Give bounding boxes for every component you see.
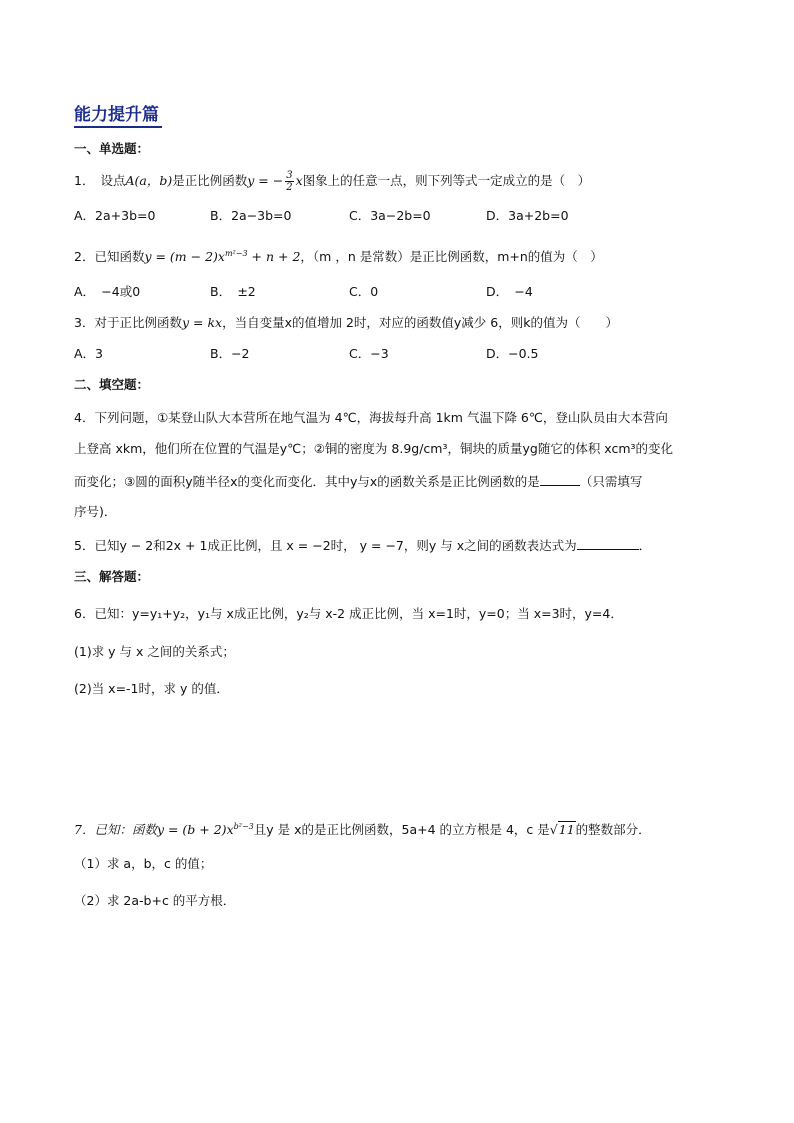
question-2 (74, 246, 603, 265)
q1-func-rhs: x (295, 173, 303, 188)
q7-mid: 且y 是 x的是正比例函数，5a+4 的立方根是 4，c 是 (253, 822, 550, 838)
q2-option-d: D． −4 (486, 284, 533, 299)
q4-answer-blank[interactable] (540, 473, 580, 486)
q3-option-c: C．−3 (349, 346, 389, 361)
q7-sqrt-value: 11 (558, 822, 575, 838)
question-6-line-1: 6．已知：y=y₁+y₂，y₁与 x成正比例，y₂与 x-2 成正比例，当 x=1时，y=0；当 x=3时，y=4． (74, 606, 623, 621)
q1-option-b: B．2a−3b=0 (210, 208, 292, 223)
question-6-part-1: (1)求 y 与 x 之间的关系式； (74, 644, 235, 659)
q1-point: A(a，b) (125, 173, 173, 188)
q3-func: y = kx (181, 315, 223, 330)
q4-line3-pre: 而变化；③圆的面积y随半径x的变化而变化．其中y与x的函数关系是正比例函数的是 (74, 474, 540, 489)
q2-func: y = (m − 2)x (144, 249, 225, 265)
q3-pre: 3．对于正比例函数 (74, 315, 182, 330)
q2-option-b: B． ±2 (210, 284, 256, 299)
q2-func-tail: + n + 2 (247, 249, 301, 265)
q2-pre: 2．已知函数 (74, 249, 145, 265)
q1-number: 1． (74, 173, 95, 188)
q5-post: ． (638, 538, 652, 553)
q4-line3-post: （只需填写 (579, 474, 643, 489)
q1-fraction (285, 170, 293, 193)
section-heading-single-choice: 一、单选题： (74, 141, 150, 156)
q1-option-d: D．3a+2b=0 (486, 208, 569, 223)
q1-frac-num: 3 (286, 170, 293, 181)
q1-frac-den: 2 (286, 182, 293, 193)
question-4-line-4: 序号)． (74, 504, 117, 519)
q1-option-a: A．2a+3b=0 (74, 208, 156, 223)
q3-option-b: B．−2 (210, 346, 250, 361)
q7-sqrt: √11 (549, 822, 575, 838)
q1-pre: 设点 (100, 173, 126, 188)
q1-func-lhs: y = − (247, 173, 284, 188)
question-1 (74, 170, 590, 193)
q3-post: ，当自变量x的值增加 2时，对应的函数值y减少 6，则k的值为（ ） (222, 315, 618, 330)
q3-option-a: A．3 (74, 346, 104, 361)
q1-mid: 是正比例函数 (172, 173, 248, 188)
question-6-part-2: (2)当 x=-1时，求 y 的值． (74, 681, 229, 696)
q2-post: ，（m ，n 是常数）是正比例函数，m+n的值为（ ） (300, 249, 603, 265)
question-7-part-2: （2）求 2a-b+c 的平方根． (74, 893, 236, 908)
title-underline (74, 126, 162, 128)
q5-pre: 5．已知y − 2和2x + 1成正比例，且 x = −2时， y = −7，则y 与 x之间的函数表达式为 (74, 538, 577, 553)
q7-post: 的整数部分． (575, 822, 651, 838)
question-7-line-1 (74, 819, 651, 838)
section-heading-solve: 三、解答题： (74, 569, 150, 584)
question-5 (74, 537, 651, 554)
q5-answer-blank[interactable] (577, 537, 639, 550)
question-3 (74, 315, 618, 331)
q1-option-c: C．3a−2b=0 (349, 208, 431, 223)
q3-option-d: D．−0.5 (486, 346, 539, 361)
q2-option-c: C．0 (349, 284, 379, 299)
question-7-part-1: （1）求 a，b，c 的值； (74, 856, 213, 871)
q1-post: 图象上的任意一点，则下列等式一定成立的是（ ） (302, 173, 591, 188)
q2-option-a: A． −4或0 (74, 284, 141, 299)
q7-pre: 7．已知：函数y = (b + 2)x (74, 822, 234, 838)
section-heading-fill-blank: 二、填空题： (74, 377, 150, 392)
question-4-line-2: 上登高 xkm，他们所在位置的气温是y℃；②铜的密度为 8.9g/cm³，铜块的质量yg随它的体积 xcm³的变化 (74, 441, 674, 456)
q7-exponent: b²−3 (233, 822, 254, 831)
question-4-line-3 (74, 473, 642, 490)
page-title: 能力提升篇 (74, 105, 159, 125)
question-4-line-1: 4．下列问题，①某登山队大本营所在地气温为 4℃，海拔每升高 1km 气温下降 6℃，登山队员由大本营向 (74, 410, 668, 425)
q2-exponent: m²−3 (224, 249, 248, 258)
